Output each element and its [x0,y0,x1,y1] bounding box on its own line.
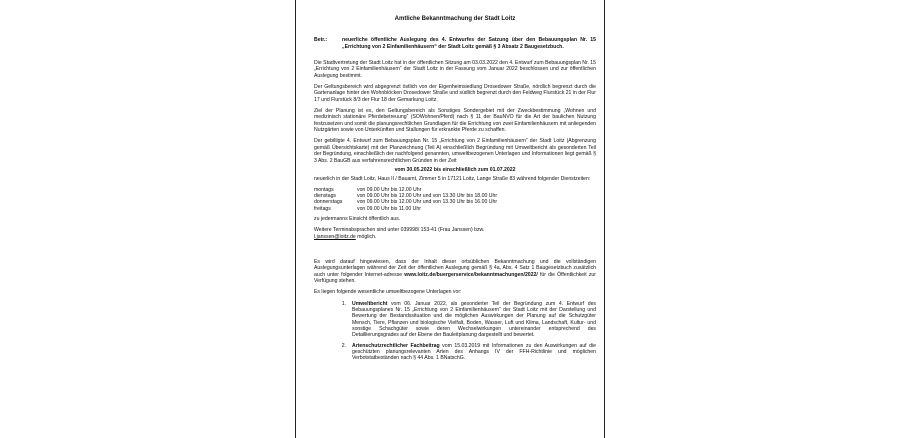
office-hours [314,187,596,212]
page-border-left [295,0,296,438]
list-item-heading: Artenschutzrechtlicher Fachbeitrag [352,342,440,349]
list-item-heading: Umweltbericht [352,300,388,307]
hours-day: dienstags [314,192,337,199]
contact-text: Weitere Terminabsprachen sind unter 039998/ 153-41 (Frau Janssen) bzw. [314,227,485,234]
paragraph-goal: Ziel der Planung ist es, den Geltungsbereich als Sonstiges Sondergebiet mit der Zweckbestimmung „Wohnen und medizinisch stationäre Pferdebetreuung“ (SOWohnen/Pferd) nach § 11 der BauNVO für die Art der baulichen Nutzung festzusetzen und somit die planungsrechtlichen Grundlagen für die Errichtung von zwei Einfamilienhäusern mit anliegenden Nutzgärten sowie von Unterkünften und Stallungen für erkrankte Pferde zu schaffen. [314,108,596,134]
online-text-end: für die Öffentlichkeit zur Verfügung stehen. [314,271,596,284]
documents-list [314,301,596,362]
hours-time: von 09.00 Uhr bis 12.00 Uhr und von 13.30 Uhr bis 18.00 Uhr [357,192,498,199]
hours-time: von 09.00 Uhr bis 12.00 Uhr und von 13.30 Uhr bis 16.00 Uhr [357,199,498,206]
hours-row [314,206,596,212]
hours-time: von 09.00 Uhr bis 12.00 Uhr [357,186,422,193]
hours-time: von 09.00 Uhr bis 11.00 Uhr [357,205,421,212]
paragraph-public: zu jedermanns Einsicht öffentlich aus. [314,215,401,222]
display-period: vom 30.05.2022 bis einschließlich zum 01.07.2022 [394,166,516,173]
subject-label: Betr.: [314,37,328,44]
hours-day: montags [314,186,334,193]
online-text: Es wird darauf hingewiesen, dass der Inhalt dieser ortsüblichen Bekanntmachung und die vollständigen Auslegungsunterlagen während der Zeit der öffentlichen Auslegung gemäß § 4a, Abs. 4 Satz 1 Baugesetzbuch zusätzlich auch unter folgender Internet-adresse [314,258,596,278]
hours-day: freitags [314,205,331,212]
document-content [314,16,596,366]
list-item-number: 1. [341,300,346,307]
paragraph-contact [314,227,596,240]
paragraph-online [314,259,596,284]
paragraph-scope: Der Geltungsbereich wird abgegrenzt östlich von der Eigenheimsiedlung Drosedower Straße, nördlich begrenzt durch die Gartenanlage hinter den Wohnblöcken Drosedower Straße und südlich begrenzt durch den Feldweg Flurstück 21 in der Flur 17 und Flurstück 8/3 der Flur 18 der Gemarkung Loitz. [314,84,596,103]
document-title: Amtliche Bekanntmachung der Stadt Loitz [394,16,516,22]
paragraph-location: neuerlich in der Stadt Loitz, Haus II / Bauamt, Zimmer 5 in 17121 Loitz, Lange Straße 83 während folgender Dienstzeiten: [314,176,591,183]
paragraph-draft: Der gebilligte 4. Entwurf zum Bebauungsplan Nr. 15 „Errichtung von 2 Einfamilienhäusern“ der Stadt Loitz (Abgrenzung gemäß Übersichtskarte) mit der Planzeichnung (Teil A) einschließlich Begründung mit Umweltbericht als gesonderten Teil der Begründung, einschließlich der nachfolgend genannten, umweltbezogenen Unterlagen und Informationen liegt gemäß § 3 Abs. 2 BauGB aus verfahrensrechtlichen Gründen in der Zeit [314,138,596,164]
paragraph-documents-intro: Es liegen folgende wesentliche umweltbezogene Unterlagen vor: [314,289,462,296]
hours-day: donnerstags [314,199,343,206]
list-item-text: vom 06. Januar 2022, als gesonderter Teil der Begründung zum 4. Entwurf des Bebauungsplanes Nr. 15 „Errichtung von 2 Einfamilienhäusern“ der Stadt Loitz mit der Darstellung und Bewertung der Bestandssituation und die möglichen Auswirkungen der Planung auf die Schutzgüter Mensch, Tiere, Pflanzen und biologische Vielfalt, Boden, Wasser, Luft und Klima, Landschaft, Kultur- und sonstige Schachgüter sowie deren Wechselwirkungen untereinander entsprechend des Detaillierungsgrades auf der Ebene der Bauleitplanung dargestellt und bewertet. [352,300,596,339]
paragraph-resolution: Die Stadtvertretung der Stadt Loitz hat in der öffentlichen Sitzung am 03.03.2022 den 4. Entwurf zum Bebauungsplan Nr. 15 „Errichtung von 2 Einfamilienhäusern“ der Stadt Loitz in der Fassung vom Januar 2022 beschlossen und zur öffentlichen Auslegung bestimmt. [314,60,596,79]
list-item-number: 2. [341,342,346,349]
contact-email-link[interactable]: l.janssen@loitz.de [314,233,356,240]
list-item-text: vom 15.03.2019 mit Informationen zu den Auswirkungen auf die geschützten planungsrelevanten Arten des Anhangs IV der FFH-Richtlinie und möglichen Verbotstatbeständen nach § 44 Abs. 1 BNatschG. [352,342,596,362]
list-item [314,343,596,362]
list-item [314,301,596,339]
subject-block [314,37,596,50]
online-url-link[interactable]: www.loitz.de/buergerservice/bekanntmachungen/2022/ [404,271,538,278]
page-border-right [604,0,605,438]
contact-text-end: möglich. [355,233,377,240]
subject-text: neuerliche öffentliche Auslegung des 4. Entwurfes der Satzung über den Bebauungsplan Nr. 15 „Errichtung von 2 Einfamilienhäusern“ der Stadt Loitz gemäß § 3 Absatz 2 Baugesetzbuch. [342,37,596,50]
